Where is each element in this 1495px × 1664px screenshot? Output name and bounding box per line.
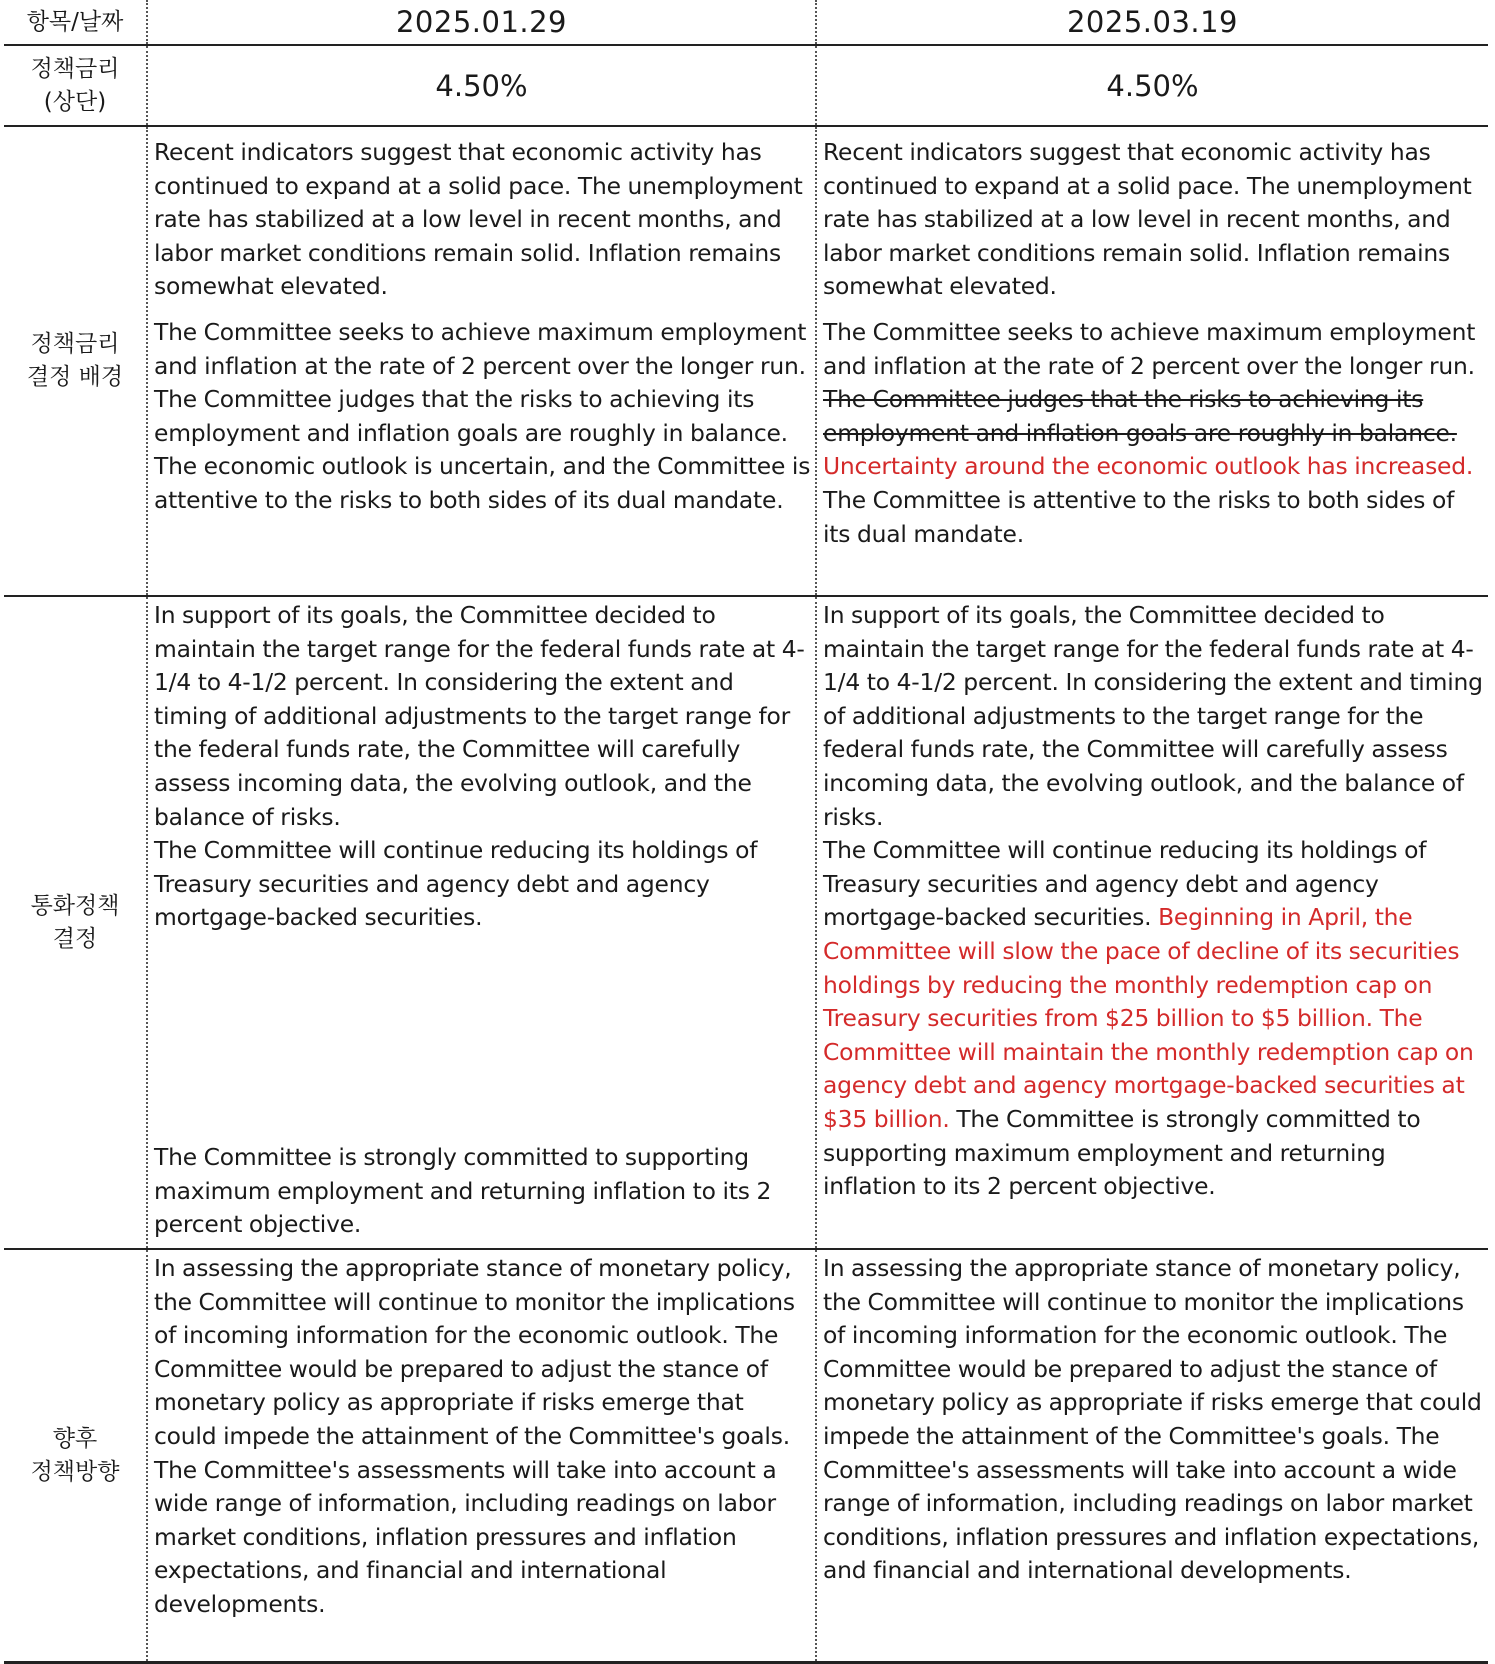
policy-decision-text-a xyxy=(147,596,816,1249)
date-header-a: 2025.01.29 xyxy=(147,0,816,45)
policy-rate-label-line2: (상단) xyxy=(43,88,107,115)
policy-decision-label xyxy=(4,596,147,1249)
forward-guidance-label-line1: 향후 xyxy=(52,1425,98,1452)
background-a-paragraph-2: The Committee seeks to achieve maximum employment and inflation at the rate of 2 percent over the longer run. The Committee judges that the risks to achieving its employment and inflation goals are roughly in balance. The economic outlook is uncertain, and the Committee is attentive to the risks to both sides of its dual mandate. xyxy=(154,317,811,514)
background-b-unchanged-text: The Committee seeks to achieve maximum employment and inflation at the rate of 2 percent over the longer run. xyxy=(823,317,1476,380)
background-b-deleted-text: The Committee judges that the risks to achieving its employment and inflation goals are roughly in balance. xyxy=(823,385,1457,447)
policy-rate-label-line1: 정책금리 xyxy=(30,55,120,82)
policy-decision-label-line2: 결정 xyxy=(52,925,98,952)
rate-background-text-a xyxy=(147,126,816,596)
background-b-paragraph-1: Recent indicators suggest that economic activity has continued to expand at a solid pace. The unemployment rate has stabilized at a low level in recent months, and labor market conditions remain solid. Inflation remains somewhat elevated. xyxy=(823,138,1472,301)
decision-a-paragraph-1: In support of its goals, the Committee decided to maintain the target range for the federal funds rate at 4-1/4 to 4-1/2 percent. In considering the extent and timing of additional adjustments to the target range for the federal funds rate, the Committee will carefully assess incoming data, the evolving outlook, and the balance of risks. xyxy=(154,601,805,831)
rate-background-text-b xyxy=(816,126,1488,596)
forward-b-paragraph: In assessing the appropriate stance of monetary policy, the Committee will continue to monitor the implications of incoming information for the economic outlook. The Committee would be prepared to adjust the stance of monetary policy as appropriate if risks emerge that could impede the attainment of the Committee's goals. The Committee's assessments will take into account a wide range of information, including readings on labor market conditions, inflation pressures and inflation expectations, and financial and international developments. xyxy=(823,1254,1482,1585)
comparison-table xyxy=(4,0,1488,1664)
decision-b-paragraph-1: In support of its goals, the Committee decided to maintain the target range for the federal funds rate at 4-1/4 to 4-1/2 percent. In considering the extent and timing of additional adjustments to the target range for the federal funds rate, the Committee will carefully assess incoming data, the evolving outlook, and the balance of risks. xyxy=(823,601,1483,831)
decision-a-container xyxy=(154,599,811,1242)
rate-background-label-line2: 결정 배경 xyxy=(26,364,124,390)
decision-b-unchanged-text: The Committee will continue reducing its holdings of Treasury securities and agency debt and agency mortgage-backed securities. xyxy=(823,836,1427,932)
forward-a-paragraph: In assessing the appropriate stance of monetary policy, the Committee will continue to monitor the implications of incoming information for the economic outlook. The Committee would be prepared to adjust the stance of monetary policy as appropriate if risks emerge that could impede the attainment of the Committee's goals. The Committee's assessments will take into account a wide range of information, including readings on labor market conditions, inflation pressures and inflation expectations, and financial and international developments. xyxy=(154,1254,795,1618)
policy-rate-row xyxy=(4,45,1488,126)
decision-a-paragraph-2: The Committee will continue reducing its holdings of Treasury securities and agency debt and agency mortgage-backed securities. xyxy=(154,836,758,932)
policy-rate-value-a: 4.50% xyxy=(147,45,816,126)
forward-guidance-text-b xyxy=(816,1249,1488,1663)
policy-decision-text-b xyxy=(816,596,1488,1249)
forward-guidance-text-a xyxy=(147,1249,816,1663)
background-b-paragraph-2 xyxy=(823,316,1484,551)
background-b-trailing-text: The Committee is attentive to the risks to both sides of its dual mandate. xyxy=(823,485,1455,548)
forward-guidance-label-line2: 정책방향 xyxy=(30,1458,120,1485)
header-row xyxy=(4,0,1488,45)
forward-guidance-label xyxy=(4,1249,147,1663)
policy-decision-label-line1: 통화정책 xyxy=(30,892,120,919)
date-header-b: 2025.03.19 xyxy=(816,0,1488,45)
policy-rate-value-b: 4.50% xyxy=(816,45,1488,126)
decision-b-added-text: Beginning in April, the Committee will slow the pace of decline of its securities holdings by reducing the monthly redemption cap on Treasury securities from $25 billion to $5 billion. The Committee will maintain the monthly redemption cap on agency debt and agency mortgage-backed securities at $35 billion. xyxy=(823,903,1474,1133)
decision-b-paragraph-2 xyxy=(823,834,1484,1204)
rate-background-row xyxy=(4,126,1488,596)
fomc-statement-comparison xyxy=(4,0,1488,1650)
background-a-paragraph-1: Recent indicators suggest that economic activity has continued to expand at a solid pace. The unemployment rate has stabilized at a low level in recent months, and labor market conditions remain solid. Inflation remains somewhat elevated. xyxy=(154,138,803,301)
background-b-added-text: Uncertainty around the economic outlook has increased. xyxy=(823,452,1474,481)
rate-background-label xyxy=(4,126,147,596)
policy-decision-row xyxy=(4,596,1488,1249)
policy-rate-label xyxy=(4,45,147,126)
decision-b-trailing-text: The Committee is strongly committed to supporting maximum employment and returning inflation to its 2 percent objective. xyxy=(823,1104,1421,1201)
forward-guidance-row xyxy=(4,1249,1488,1663)
decision-a-paragraph-3: The Committee is strongly committed to supporting maximum employment and returning inflation to its 2 percent objective. xyxy=(154,1143,772,1239)
item-date-header: 항목/날짜 xyxy=(4,0,147,45)
rate-background-label-line1: 정책금리 xyxy=(30,331,120,357)
